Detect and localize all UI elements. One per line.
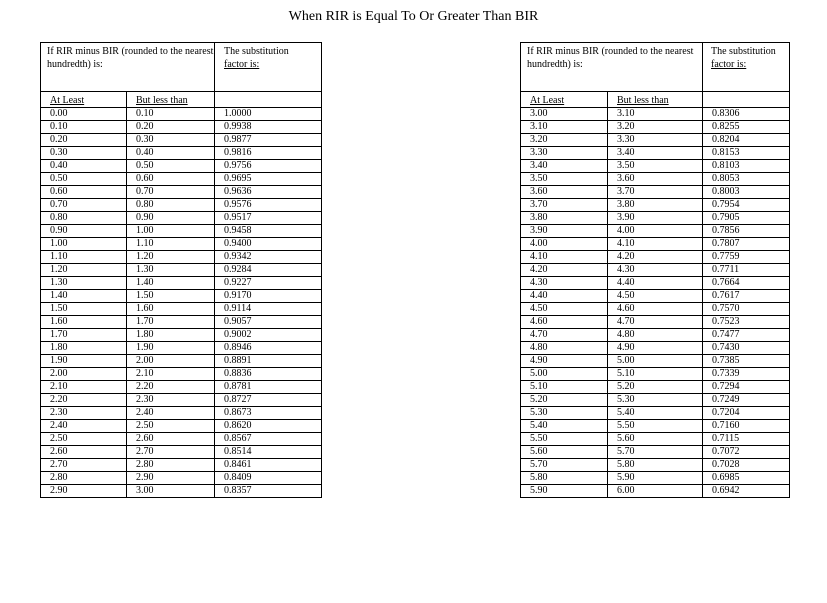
table-row (41, 446, 322, 459)
but-less-than-cell: 3.10 (608, 108, 703, 121)
factor-cell: 0.9400 (215, 238, 322, 251)
factor-cell: 0.8103 (703, 160, 790, 173)
but-less-than-cell: 4.80 (608, 329, 703, 342)
factor-cell: 0.8003 (703, 186, 790, 199)
but-less-than-cell: 3.20 (608, 121, 703, 134)
but-less-than-cell: 0.70 (127, 186, 215, 199)
table-row (41, 238, 322, 251)
factor-cell: 0.8409 (215, 472, 322, 485)
table-row (521, 173, 790, 186)
at-least-cell: 2.00 (41, 368, 127, 381)
but-less-than-cell: 2.40 (127, 407, 215, 420)
col-header-at-least: At Least (41, 92, 127, 108)
at-least-cell: 4.10 (521, 251, 608, 264)
table-row (41, 472, 322, 485)
but-less-than-cell: 4.50 (608, 290, 703, 303)
factor-cell: 0.8567 (215, 433, 322, 446)
table-row (521, 147, 790, 160)
factor-cell: 0.7072 (703, 446, 790, 459)
but-less-than-cell: 4.10 (608, 238, 703, 251)
at-least-cell: 3.80 (521, 212, 608, 225)
but-less-than-cell: 2.90 (127, 472, 215, 485)
factor-cell: 0.7294 (703, 381, 790, 394)
table-row (41, 199, 322, 212)
but-less-than-cell: 3.40 (608, 147, 703, 160)
factor-cell: 0.9636 (215, 186, 322, 199)
factor-cell: 0.8836 (215, 368, 322, 381)
at-least-cell: 2.40 (41, 420, 127, 433)
but-less-than-cell: 0.30 (127, 134, 215, 147)
table-row (41, 407, 322, 420)
but-less-than-cell: 2.70 (127, 446, 215, 459)
factor-header-prefix: The substitution (711, 46, 776, 57)
at-least-cell: 5.20 (521, 394, 608, 407)
at-least-cell: 3.00 (521, 108, 608, 121)
factor-cell: 0.8514 (215, 446, 322, 459)
substitution-table-left (40, 42, 322, 498)
factor-cell: 0.9938 (215, 121, 322, 134)
table-row (521, 225, 790, 238)
factor-cell: 0.9342 (215, 251, 322, 264)
but-less-than-cell: 0.50 (127, 160, 215, 173)
at-least-cell: 0.60 (41, 186, 127, 199)
table-row (521, 394, 790, 407)
but-less-than-cell: 3.30 (608, 134, 703, 147)
but-less-than-cell: 1.70 (127, 316, 215, 329)
at-least-cell: 2.30 (41, 407, 127, 420)
but-less-than-cell: 2.30 (127, 394, 215, 407)
table-row (41, 225, 322, 238)
factor-header (215, 43, 322, 92)
but-less-than-cell: 1.40 (127, 277, 215, 290)
but-less-than-cell: 0.60 (127, 173, 215, 186)
at-least-cell: 0.50 (41, 173, 127, 186)
table-row (41, 121, 322, 134)
factor-cell: 0.7160 (703, 420, 790, 433)
but-less-than-cell: 5.00 (608, 355, 703, 368)
table-row (521, 121, 790, 134)
table-row (41, 173, 322, 186)
at-least-cell: 3.70 (521, 199, 608, 212)
table-row (41, 355, 322, 368)
at-least-cell: 4.70 (521, 329, 608, 342)
but-less-than-cell: 5.80 (608, 459, 703, 472)
but-less-than-cell: 2.50 (127, 420, 215, 433)
table-row (521, 355, 790, 368)
col-header-factor (703, 92, 790, 108)
at-least-cell: 1.70 (41, 329, 127, 342)
but-less-than-cell: 4.30 (608, 264, 703, 277)
factor-cell: 0.8357 (215, 485, 322, 498)
table-row (521, 277, 790, 290)
factor-cell: 0.7856 (703, 225, 790, 238)
but-less-than-cell: 1.60 (127, 303, 215, 316)
at-least-cell: 3.10 (521, 121, 608, 134)
table-row (521, 316, 790, 329)
at-least-cell: 1.90 (41, 355, 127, 368)
at-least-cell: 2.70 (41, 459, 127, 472)
factor-cell: 0.7204 (703, 407, 790, 420)
but-less-than-cell: 0.80 (127, 199, 215, 212)
at-least-cell: 2.60 (41, 446, 127, 459)
factor-header-prefix: The substitution (224, 46, 289, 57)
but-less-than-cell: 1.30 (127, 264, 215, 277)
factor-cell: 0.7759 (703, 251, 790, 264)
factor-cell: 0.7954 (703, 199, 790, 212)
at-least-cell: 4.60 (521, 316, 608, 329)
table-row (521, 485, 790, 498)
factor-cell: 0.8727 (215, 394, 322, 407)
factor-cell: 0.9695 (215, 173, 322, 186)
at-least-cell: 5.90 (521, 485, 608, 498)
at-least-cell: 5.60 (521, 446, 608, 459)
range-header: If RIR minus BIR (rounded to the nearest hundredth) is: (41, 43, 215, 92)
but-less-than-cell: 2.00 (127, 355, 215, 368)
table-row (521, 407, 790, 420)
table-row (521, 108, 790, 121)
factor-cell: 1.0000 (215, 108, 322, 121)
factor-cell: 0.6985 (703, 472, 790, 485)
table-row (521, 342, 790, 355)
but-less-than-cell: 2.10 (127, 368, 215, 381)
at-least-cell: 1.10 (41, 251, 127, 264)
factor-header-suffix: factor is: (224, 59, 260, 70)
page-title: When RIR is Equal To Or Greater Than BIR (288, 9, 539, 24)
at-least-cell: 3.40 (521, 160, 608, 173)
at-least-cell: 1.40 (41, 290, 127, 303)
but-less-than-cell: 3.90 (608, 212, 703, 225)
factor-cell: 0.8946 (215, 342, 322, 355)
but-less-than-cell: 2.20 (127, 381, 215, 394)
but-less-than-cell: 4.20 (608, 251, 703, 264)
table-row (521, 381, 790, 394)
factor-cell: 0.7115 (703, 433, 790, 446)
factor-cell: 0.8461 (215, 459, 322, 472)
factor-cell: 0.7617 (703, 290, 790, 303)
factor-cell: 0.9170 (215, 290, 322, 303)
at-least-cell: 0.90 (41, 225, 127, 238)
factor-cell: 0.7711 (703, 264, 790, 277)
factor-cell: 0.9002 (215, 329, 322, 342)
at-least-cell: 4.00 (521, 238, 608, 251)
but-less-than-cell: 1.20 (127, 251, 215, 264)
factor-cell: 0.8204 (703, 134, 790, 147)
but-less-than-cell: 1.00 (127, 225, 215, 238)
table-row (41, 329, 322, 342)
col-header-at-least: At Least (521, 92, 608, 108)
factor-cell: 0.8620 (215, 420, 322, 433)
at-least-cell: 4.30 (521, 277, 608, 290)
factor-cell: 0.9114 (215, 303, 322, 316)
at-least-cell: 1.50 (41, 303, 127, 316)
table-row (521, 446, 790, 459)
table-row (521, 264, 790, 277)
table-row (41, 303, 322, 316)
table-row (41, 134, 322, 147)
table-row (41, 433, 322, 446)
table-row (521, 199, 790, 212)
but-less-than-cell: 3.60 (608, 173, 703, 186)
but-less-than-cell: 5.90 (608, 472, 703, 485)
factor-cell: 0.7339 (703, 368, 790, 381)
at-least-cell: 3.90 (521, 225, 608, 238)
at-least-cell: 2.50 (41, 433, 127, 446)
table-row (41, 277, 322, 290)
factor-cell: 0.7430 (703, 342, 790, 355)
but-less-than-cell: 1.10 (127, 238, 215, 251)
at-least-cell: 3.30 (521, 147, 608, 160)
factor-cell: 0.8891 (215, 355, 322, 368)
factor-cell: 0.8153 (703, 147, 790, 160)
but-less-than-cell: 4.40 (608, 277, 703, 290)
factor-cell: 0.8673 (215, 407, 322, 420)
but-less-than-cell: 1.50 (127, 290, 215, 303)
table-row (41, 459, 322, 472)
at-least-cell: 4.40 (521, 290, 608, 303)
but-less-than-cell: 0.10 (127, 108, 215, 121)
factor-cell: 0.9458 (215, 225, 322, 238)
factor-cell: 0.7523 (703, 316, 790, 329)
table-row (521, 238, 790, 251)
factor-cell: 0.9227 (215, 277, 322, 290)
table-row (521, 251, 790, 264)
table-row (41, 108, 322, 121)
table-row (521, 472, 790, 485)
at-least-cell: 1.60 (41, 316, 127, 329)
table-row (521, 160, 790, 173)
but-less-than-cell: 1.90 (127, 342, 215, 355)
table-row (521, 368, 790, 381)
but-less-than-cell: 4.00 (608, 225, 703, 238)
factor-cell: 0.7028 (703, 459, 790, 472)
at-least-cell: 5.30 (521, 407, 608, 420)
at-least-cell: 0.20 (41, 134, 127, 147)
but-less-than-cell: 3.50 (608, 160, 703, 173)
at-least-cell: 5.10 (521, 381, 608, 394)
table-row (521, 329, 790, 342)
table-row (41, 381, 322, 394)
but-less-than-cell: 6.00 (608, 485, 703, 498)
at-least-cell: 0.30 (41, 147, 127, 160)
at-least-cell: 5.00 (521, 368, 608, 381)
factor-cell: 0.7807 (703, 238, 790, 251)
at-least-cell: 3.50 (521, 173, 608, 186)
but-less-than-cell: 5.60 (608, 433, 703, 446)
at-least-cell: 4.90 (521, 355, 608, 368)
factor-cell: 0.8781 (215, 381, 322, 394)
factor-cell: 0.9057 (215, 316, 322, 329)
table-row (521, 459, 790, 472)
at-least-cell: 1.80 (41, 342, 127, 355)
factor-cell: 0.9756 (215, 160, 322, 173)
but-less-than-cell: 5.30 (608, 394, 703, 407)
table-row (521, 212, 790, 225)
table-row (521, 290, 790, 303)
at-least-cell: 5.40 (521, 420, 608, 433)
factor-cell: 0.7905 (703, 212, 790, 225)
at-least-cell: 0.70 (41, 199, 127, 212)
table-row (41, 290, 322, 303)
factor-cell: 0.7477 (703, 329, 790, 342)
range-header: If RIR minus BIR (rounded to the nearest hundredth) is: (521, 43, 703, 92)
factor-cell: 0.9816 (215, 147, 322, 160)
factor-cell: 0.6942 (703, 485, 790, 498)
factor-cell: 0.7570 (703, 303, 790, 316)
table-row (41, 186, 322, 199)
factor-cell: 0.9517 (215, 212, 322, 225)
at-least-cell: 2.10 (41, 381, 127, 394)
but-less-than-cell: 3.00 (127, 485, 215, 498)
at-least-cell: 5.70 (521, 459, 608, 472)
at-least-cell: 0.40 (41, 160, 127, 173)
factor-cell: 0.7249 (703, 394, 790, 407)
factor-cell: 0.8255 (703, 121, 790, 134)
table-row (41, 368, 322, 381)
table-row (41, 394, 322, 407)
but-less-than-cell: 3.80 (608, 199, 703, 212)
factor-cell: 0.8053 (703, 173, 790, 186)
but-less-than-cell: 0.40 (127, 147, 215, 160)
but-less-than-cell: 4.70 (608, 316, 703, 329)
col-header-but-less-than: But less than (608, 92, 703, 108)
at-least-cell: 2.20 (41, 394, 127, 407)
but-less-than-cell: 5.20 (608, 381, 703, 394)
at-least-cell: 1.20 (41, 264, 127, 277)
factor-cell: 0.7664 (703, 277, 790, 290)
but-less-than-cell: 0.20 (127, 121, 215, 134)
right-table-body (521, 108, 790, 498)
table-row (41, 485, 322, 498)
but-less-than-cell: 0.90 (127, 212, 215, 225)
table-row (41, 264, 322, 277)
factor-header-suffix: factor is: (711, 59, 747, 70)
factor-cell: 0.7385 (703, 355, 790, 368)
table-row (521, 186, 790, 199)
at-least-cell: 4.80 (521, 342, 608, 355)
but-less-than-cell: 3.70 (608, 186, 703, 199)
table-row (521, 420, 790, 433)
table-row (41, 342, 322, 355)
at-least-cell: 3.20 (521, 134, 608, 147)
factor-header (703, 43, 790, 92)
but-less-than-cell: 4.60 (608, 303, 703, 316)
table-row (41, 212, 322, 225)
but-less-than-cell: 2.60 (127, 433, 215, 446)
but-less-than-cell: 5.10 (608, 368, 703, 381)
at-least-cell: 5.50 (521, 433, 608, 446)
but-less-than-cell: 1.80 (127, 329, 215, 342)
at-least-cell: 1.00 (41, 238, 127, 251)
at-least-cell: 5.80 (521, 472, 608, 485)
at-least-cell: 0.10 (41, 121, 127, 134)
factor-cell: 0.9576 (215, 199, 322, 212)
at-least-cell: 0.00 (41, 108, 127, 121)
at-least-cell: 1.30 (41, 277, 127, 290)
at-least-cell: 2.80 (41, 472, 127, 485)
substitution-table-right (520, 42, 790, 498)
table-row (41, 147, 322, 160)
table-row (41, 420, 322, 433)
but-less-than-cell: 5.40 (608, 407, 703, 420)
but-less-than-cell: 5.50 (608, 420, 703, 433)
col-header-but-less-than: But less than (127, 92, 215, 108)
table-row (521, 433, 790, 446)
table-row (521, 134, 790, 147)
at-least-cell: 4.20 (521, 264, 608, 277)
left-table-body (41, 108, 322, 498)
but-less-than-cell: 2.80 (127, 459, 215, 472)
table-row (41, 251, 322, 264)
table-row (521, 303, 790, 316)
at-least-cell: 3.60 (521, 186, 608, 199)
factor-cell: 0.9877 (215, 134, 322, 147)
but-less-than-cell: 5.70 (608, 446, 703, 459)
col-header-factor (215, 92, 322, 108)
table-row (41, 316, 322, 329)
factor-cell: 0.8306 (703, 108, 790, 121)
at-least-cell: 2.90 (41, 485, 127, 498)
factor-cell: 0.9284 (215, 264, 322, 277)
at-least-cell: 4.50 (521, 303, 608, 316)
but-less-than-cell: 4.90 (608, 342, 703, 355)
at-least-cell: 0.80 (41, 212, 127, 225)
table-row (41, 160, 322, 173)
